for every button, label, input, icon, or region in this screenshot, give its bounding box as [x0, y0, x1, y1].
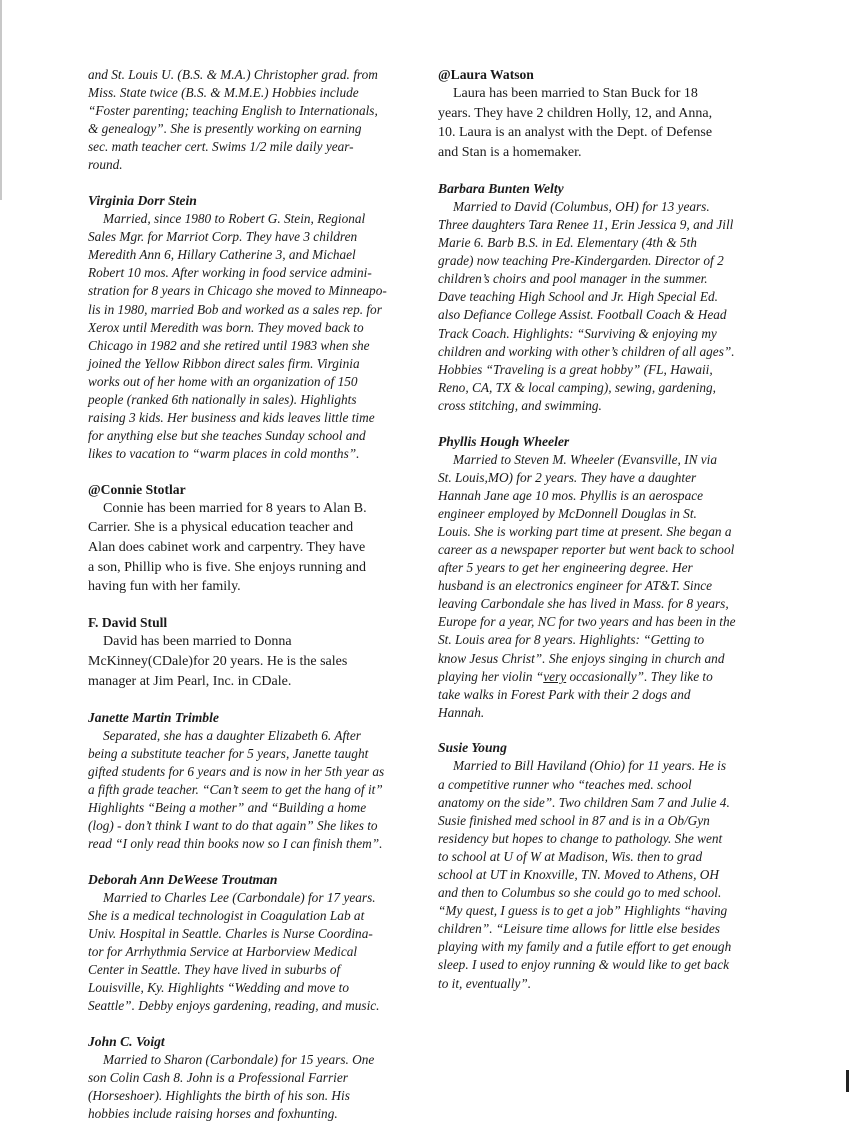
- entry-body: [88, 210, 423, 463]
- text-line: Hobbies “Traveling is a great hobby” (FL, Hawaii,: [438, 361, 713, 377]
- right-column: [438, 66, 773, 1010]
- text-line: 10. Laura is an analyst with the Dept. of Defense: [438, 125, 713, 141]
- text-line: “My quest, I guess is to get a job” Highlights “having: [438, 903, 728, 919]
- text-line: Louis. She is working part time at present. She began a: [438, 523, 732, 539]
- text-line: Carrier. She is a physical education teacher and: [88, 520, 354, 536]
- text-line: Chicago in 1982 and she retired until 1983 when she: [88, 337, 370, 353]
- entry-deborah-ann-deweese-troutman: [88, 871, 423, 1016]
- text-line: cross stitching, and swimming.: [438, 397, 602, 413]
- text-line: take walks in Forest Park with their 2 dogs and: [438, 686, 691, 702]
- text-line: Miss. State twice (B.S. & M.M.E.) Hobbies include: [88, 85, 359, 101]
- entry-body: [88, 66, 423, 175]
- text-line: a competitive runner who “teaches med. school: [438, 776, 692, 792]
- left-column: [88, 66, 423, 1141]
- text-line: a fifth grade teacher. “Can’t seem to get the hang of it”: [88, 781, 383, 797]
- text-line: She is a medical technologist in Coagulation Lab at: [88, 907, 365, 923]
- text-line: stration for 8 years in Chicago she moved to Minneapo-: [88, 283, 387, 299]
- text-line: Highlights “Being a mother” and “Building a home: [88, 800, 367, 815]
- text-line: Marie 6. Barb B.S. in Ed. Elementary (4th & 5th: [438, 235, 697, 251]
- text-line: and then to Columbus so she could go to med school.: [438, 885, 722, 901]
- entry-phyllis-hough-wheeler: [438, 433, 773, 722]
- entry-continued: [88, 66, 423, 175]
- entry-name: Phyllis Hough Wheeler: [438, 433, 570, 449]
- text-line: Married, since 1980 to Robert G. Stein, Regional: [103, 211, 366, 227]
- entry-laura-watson: [438, 66, 773, 162]
- text-line: leaving Carbondale she has lived in Mass. for 8 years,: [438, 596, 729, 612]
- text-line: years. They have 2 children Holly, 12, and Anna,: [438, 105, 713, 121]
- text-line: residency but hopes to change to pathology. She went: [438, 830, 723, 846]
- text-line: Married to Steven M. Wheeler (Evansville, IN via: [453, 451, 718, 467]
- text-line: career as a newspaper reporter but went back to school: [438, 541, 735, 557]
- text-line: engineer employed by McDonnell Douglas in St.: [438, 505, 697, 521]
- entry-body: [438, 84, 773, 162]
- text-line: tor for Arrhythmia Service at Harborview Medical: [88, 944, 358, 960]
- entry-susie-young: [438, 739, 773, 992]
- text-line: grade) now teaching Pre-Kindergarden. Director of 2: [438, 253, 724, 269]
- entry-body: [438, 451, 773, 722]
- text-line: Louisville, Ky. Highlights “Wedding and move to: [88, 980, 350, 996]
- text-line: McKinney(CDale)for 20 years. He is the sales: [88, 653, 348, 669]
- entry-body: [438, 757, 773, 992]
- text-line: Dave teaching High School and Jr. High Special Ed.: [438, 289, 718, 305]
- text-line: sleep. I used to enjoy running & would like to get back: [438, 957, 729, 973]
- text-line: anatomy on the side”. Two children Sam 7 and Julie 4.: [438, 794, 730, 810]
- text-line: Europe for a year, NC for two years and has been in the: [438, 614, 736, 630]
- text-line: lis in 1980, married Bob and worked as a sales rep. for: [88, 301, 382, 317]
- entry-barbara-bunten-welty: [438, 180, 773, 415]
- text-line: son Colin Cash 8. John is a Professional Farrier: [88, 1070, 348, 1086]
- text-line: Univ. Hospital in Seattle. Charles is Nurse Coordina-: [88, 925, 373, 941]
- text-line: Xerox until Meredith was born. They moved back to: [88, 319, 364, 335]
- text-line: children’s choirs and pool manager in the summer.: [438, 271, 708, 287]
- text-line: to it, eventually”.: [438, 975, 532, 991]
- entry-name: @Laura Watson: [438, 67, 534, 82]
- text-line: children and working with other’s children of all ages”.: [438, 343, 735, 359]
- entry-body: [88, 889, 423, 1016]
- text-line: playing with my family and a futile effort to get enough: [438, 939, 732, 955]
- text-line: children”. “Leisure time allows for little else besides: [438, 921, 720, 937]
- text-line: David has been married to Donna: [103, 634, 292, 650]
- entry-john-c-voigt: [88, 1033, 423, 1123]
- text-line: to school at U of W at Madison, Wis. then to grad: [438, 848, 703, 864]
- text-line: hobbies include raising horses and foxhunting.: [88, 1106, 338, 1122]
- text-line: & genealogy”. She is presently working on earning: [88, 121, 362, 137]
- text-line: Three daughters Tara Renee 11, Erin Jessica 9, and Jill: [438, 216, 734, 232]
- entry-name: F. David Stull: [88, 615, 168, 631]
- text-line: people (ranked 6th nationally in sales). Highlights: [88, 392, 357, 407]
- text-line: Seattle”. Debby enjoys gardening, reading, and music.: [88, 998, 380, 1014]
- entry-name: Deborah Ann DeWeese Troutman: [88, 871, 278, 887]
- entry-body: [88, 632, 423, 691]
- text-line: and Stan is a homemaker.: [438, 144, 582, 160]
- entry-name: Virginia Dorr Stein: [88, 193, 197, 209]
- text-line: Track Coach. Highlights: “Surviving & enjoying my: [438, 325, 717, 341]
- text-line: likes to vacation to “warm places in cold months”.: [88, 446, 360, 462]
- text-line: Alan does cabinet work and carpentry. They have: [88, 540, 366, 556]
- text-line: school at UT in Knoxville, TN. Moved to Athens, OH: [438, 866, 719, 882]
- entry-name: Barbara Bunten Welty: [438, 180, 564, 196]
- text-line: works out of her home with an organization of 150: [88, 373, 358, 389]
- entry-body: [88, 1051, 423, 1123]
- text-line: Laura has been married to Stan Buck for 18: [453, 86, 698, 101]
- text-line: Connie has been married for 8 years to Alan B.: [103, 500, 367, 516]
- text-line: read “I only read thin books now so I can finish them”.: [88, 836, 383, 852]
- text-line: joined the Yellow Ribbon direct sales firm. Virginia: [88, 355, 360, 371]
- underlined-word: very: [543, 668, 567, 684]
- entry-body: [88, 499, 423, 597]
- entry-name: Janette Martin Trimble: [88, 709, 219, 725]
- entry-body: [438, 198, 773, 415]
- entry-body: [88, 727, 423, 854]
- text-line: and St. Louis U. (B.S. & M.A.) Christopher grad. from: [88, 67, 378, 82]
- scan-edge-left: [0, 0, 2, 200]
- entry-f-david-stull: [88, 614, 423, 691]
- entry-virginia-dorr-stein: [88, 192, 423, 463]
- text-line: being a substitute teacher for 5 years, Janette taught: [88, 745, 369, 761]
- text-line: having fun with her family.: [88, 579, 241, 595]
- entry-name: @Connie Stotlar: [88, 481, 186, 497]
- text-line: Center in Seattle. They have lived in suburbs of: [88, 962, 341, 978]
- text-line: St. Louis area for 8 years. Highlights: “Getting to: [438, 632, 705, 648]
- text-line: for anything else but she teaches Sunday school and: [88, 428, 366, 444]
- text-line: Susie finished med school in 87 and is in a Ob/Gyn: [438, 812, 710, 828]
- text-line: Married to Charles Lee (Carbondale) for 17 years.: [103, 889, 376, 905]
- text-line: round.: [88, 157, 123, 173]
- scan-edge-mark: [846, 1070, 849, 1092]
- text-line: husband is an electronics engineer for AT&T. Since: [438, 578, 713, 594]
- text-line: “Foster parenting; teaching English to Internationals,: [88, 103, 378, 119]
- text-line: Sales Mgr. for Marriot Corp. They have 3 children: [88, 229, 358, 245]
- text-line: know Jesus Christ”. She enjoys singing in church and: [438, 650, 725, 666]
- text-line: (log) - don’t think I want to do that again” She likes to: [88, 818, 378, 834]
- text-line: after 5 years to get her engineering degree. Her: [438, 560, 693, 576]
- text-line: manager at Jim Pearl, Inc. in CDale.: [88, 673, 292, 689]
- text-line: also Defiance College Assist. Football Coach & Head: [438, 307, 727, 323]
- text-line: sec. math teacher cert. Swims 1/2 mile daily year-: [88, 139, 354, 155]
- text-line: Robert 10 mos. After working in food service admini-: [88, 265, 372, 281]
- text-line: gifted students for 6 years and is now in her 5th year as: [88, 763, 385, 779]
- text-line: (Horseshoer). Highlights the birth of his son. His: [88, 1088, 350, 1104]
- text-line: Meredith Ann 6, Hillary Catherine 3, and Michael: [88, 247, 356, 263]
- entry-name: John C. Voigt: [88, 1033, 165, 1049]
- text-line: Married to Bill Haviland (Ohio) for 11 years. He is: [453, 758, 727, 774]
- text-line: Married to David (Columbus, OH) for 13 years.: [453, 198, 710, 214]
- text-line: Hannah.: [438, 704, 485, 720]
- text-line: a son, Phillip who is five. She enjoys running and: [88, 559, 367, 575]
- text-line: St. Louis,MO) for 2 years. They have a daughter: [438, 469, 697, 485]
- entry-name: Susie Young: [438, 740, 507, 756]
- text-line: Reno, CA, TX & local camping), sewing, gardening,: [438, 379, 716, 395]
- text-line: Married to Sharon (Carbondale) for 15 years. One: [103, 1051, 375, 1067]
- entry-janette-martin-trimble: [88, 709, 423, 854]
- text-line-with-underline: playing her violin “very occasionally”. They like to: [438, 668, 713, 684]
- entry-connie-stotlar: [88, 481, 423, 597]
- text-line: raising 3 kids. Her business and kids leaves little time: [88, 410, 375, 426]
- text-line: Separated, she has a daughter Elizabeth 6. After: [103, 727, 361, 743]
- text-line: Hannah Jane age 10 mos. Phyllis is an aerospace: [438, 487, 704, 503]
